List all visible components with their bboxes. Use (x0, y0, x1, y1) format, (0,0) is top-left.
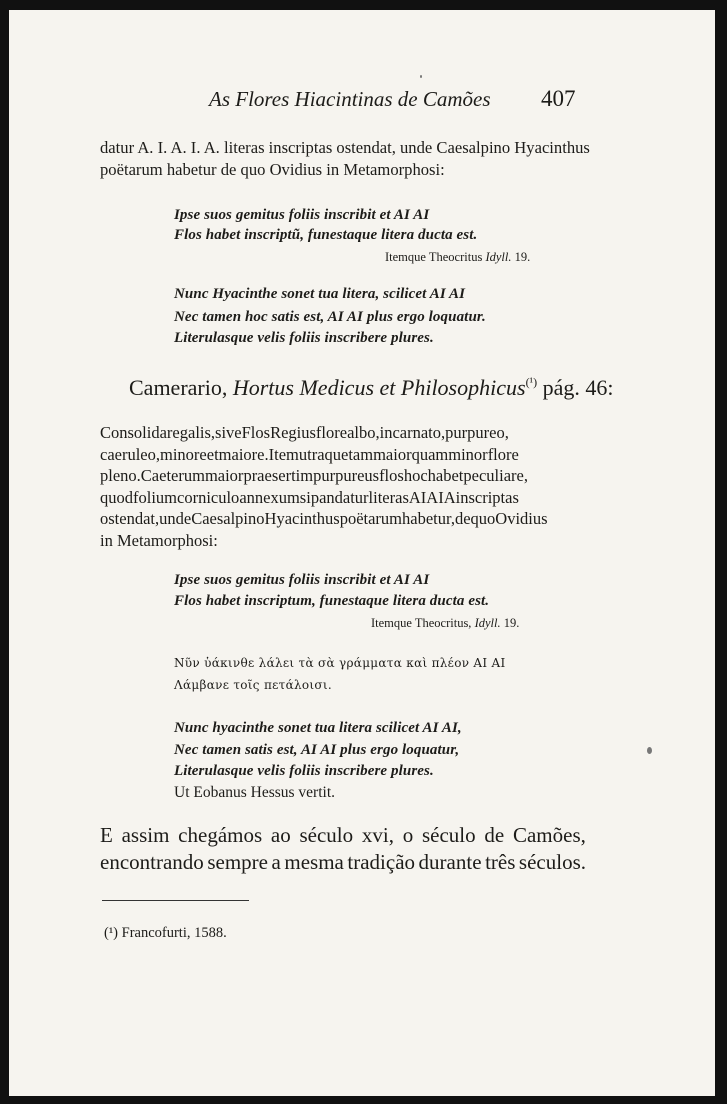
conclusion-line-1: E assim chegámos ao século xvi, o século de Camões, (100, 823, 586, 847)
verse1-line-2: Flos habet inscriptũ, funestaque litera ducta est. (174, 227, 478, 243)
verse1-citation: Itemque Theocritus Idyll. 19. (385, 250, 531, 264)
footnote-text: Francofurti, 1588. (118, 925, 227, 941)
verse2-line-1: Nunc Hyacinthe sonet tua litera, scilicet AI AI (174, 286, 466, 302)
verse4-attribution: Ut Eobanus Hessus vertit. (174, 784, 336, 801)
verse4-line-2: Nec tamen satis est, AI AI plus ergo loquatur, (174, 742, 460, 758)
greek-line-1: Νῦν ὑάκινθε λάλει τὰ σὰ γράμματα καὶ πλέον AI AI (174, 656, 506, 670)
main-line-3: pleno.Caeterummaiorpraesertimpurpureusfloshochabetpeculiare, (100, 466, 528, 486)
conclusion-line-2: encontrando sempre a mesma tradição durante três séculos. (100, 850, 586, 874)
footnote-ref: (¹) (525, 375, 538, 389)
verse4-line-3: Literulasque velis foliis inscribere plures. (174, 763, 434, 779)
main-line-2: caeruleo,minoreetmaiore.Itemutraquetammaiorquamminorflore (100, 444, 519, 464)
intro-line-1: datur A. I. A. I. A. literas inscriptas ostendat, unde Caesalpino Hyacinthus (100, 138, 590, 157)
main-line-4: quodfoliumcorniculoannexumsipandaturliterasAIAIAinscriptas (100, 487, 519, 507)
greek-line-2: Λάμβανε τοῖς πετάλοισι. (174, 678, 333, 692)
running-title: As Flores Hiacintinas de Camões (209, 87, 491, 111)
main-line-6: in Metamorphosi: (100, 530, 218, 550)
verse3-citation: Itemque Theocritus, Idyll. 19. (371, 616, 520, 630)
page-number: 407 (541, 86, 576, 111)
verse4-line-1: Nunc hyacinthe sonet tua litera scilicet AI AI, (174, 720, 462, 736)
main-line-1: Consolidaregalis,siveFlosRegiusflorealbo,incarnato,purpureo, (100, 423, 509, 442)
verse3-line-1: Ipse suos gemitus foliis inscribit et AI AI (174, 572, 430, 588)
verse1-line-1: Ipse suos gemitus foliis inscribit et AI AI (174, 207, 430, 223)
paper-speck (420, 75, 422, 78)
footnote-marker: (¹) (104, 925, 119, 941)
verse2-line-3: Literulasque velis foliis inscribere plures. (174, 330, 434, 346)
paper-speck (647, 747, 652, 754)
section-heading: Camerario, Hortus Medicus et Philosophicus$^{(^1)}$ pág. 46: (129, 375, 614, 400)
main-line-5: ostendat,undeCaesalpinoHyacinthuspoëtarumhabetur,dequoOvidius (100, 509, 548, 529)
footnote-divider (102, 900, 249, 901)
verse3-line-2: Flos habet inscriptum, funestaque litera ducta est. (174, 593, 490, 609)
verse2-line-2: Nec tamen hoc satis est, AI AI plus ergo loquatur. (174, 309, 486, 325)
footnote (104, 925, 227, 942)
intro-line-2: poëtarum habetur de quo Ovidius in Metamorphosi: (100, 160, 445, 179)
book-page (9, 10, 715, 1096)
main-text (100, 422, 582, 552)
